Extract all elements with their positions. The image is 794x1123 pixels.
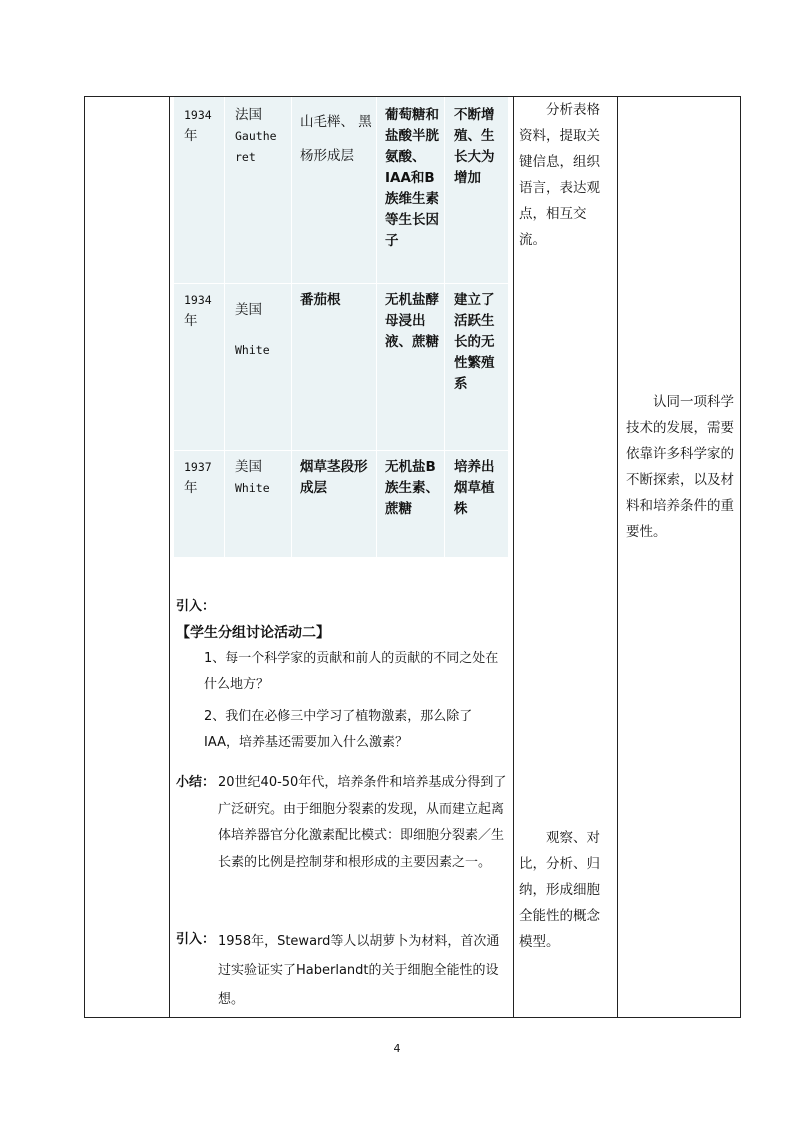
scientist-cell: 法国 Gauthe ret [235,107,277,164]
material-cell: 烟草茎段形成层 [300,459,368,496]
column-divider [617,96,618,1018]
intro2-label: 引入： [176,932,216,947]
material-cell: 番茄根 [300,292,341,308]
discussion-title: 【学生分组讨论活动二】 [176,625,330,641]
material-cell: 山毛榉、 黑杨形成层 [300,114,372,164]
result-cell: 不断增殖、生长大为增加 [454,107,495,186]
student-activity-2: 观察、对比，分析、归纳，形成细胞全能性的概念模型。 [519,830,600,950]
intro-label: 引入： [176,599,216,614]
result-cell: 培养出烟草植株 [454,459,495,517]
column-divider [513,96,514,1018]
table-row [174,97,508,283]
history-table [174,97,508,557]
year-cell: 1934 年 [184,108,212,144]
medium-cell: 无机盐酵母浸出液、蔗糖 [385,292,439,350]
page-number: 4 [393,1042,401,1055]
year-cell: 1937 年 [184,460,212,496]
medium-cell: 无机盐B族生素、蔗糖 [385,459,439,517]
intro2-text: 1958年，Steward等人以胡萝卜为材料，首次通过实验证实了Haberlandt的关于细胞全能性的设想。 [218,934,500,1007]
design-intent: 认同一项科学技术的发展，需要依靠许多科学家的不断探索，以及材料和培养条件的重要性。 [626,394,734,540]
medium-cell: 葡萄糖和盐酸半胱氨酸、IAA和B族维生素等生长因子 [385,107,439,249]
student-activity-1: 分析表格资料，提取关键信息，组织语言，表达观点，相互交流。 [519,102,600,248]
table-row [174,451,508,557]
question-1: 1、每一个科学家的贡献和前人的贡献的不同之处在什么地方？ [204,651,499,692]
result-cell: 建立了活跃生长的无性繁殖系 [454,292,495,392]
year-cell: 1934 年 [184,293,212,329]
question-2: 2、我们在必修三中学习了植物激素，那么除了IAA，培养基还需要加入什么激素？ [204,709,473,750]
scientist-cell: 美国 White [235,459,270,495]
column-divider [169,96,170,1018]
summary-label: 小结： [176,775,216,790]
summary-text: 20世纪40-50年代，培养条件和培养基成分得到了广泛研究。由于细胞分裂素的发现，从而建立起离体培养器官分化激素配比模式：即细胞分裂素／生长素的比例是控制芽和根形成的主要因素之一。 [218,775,507,870]
scientist-cell: 美国 White [235,302,270,357]
table-row [174,284,508,450]
